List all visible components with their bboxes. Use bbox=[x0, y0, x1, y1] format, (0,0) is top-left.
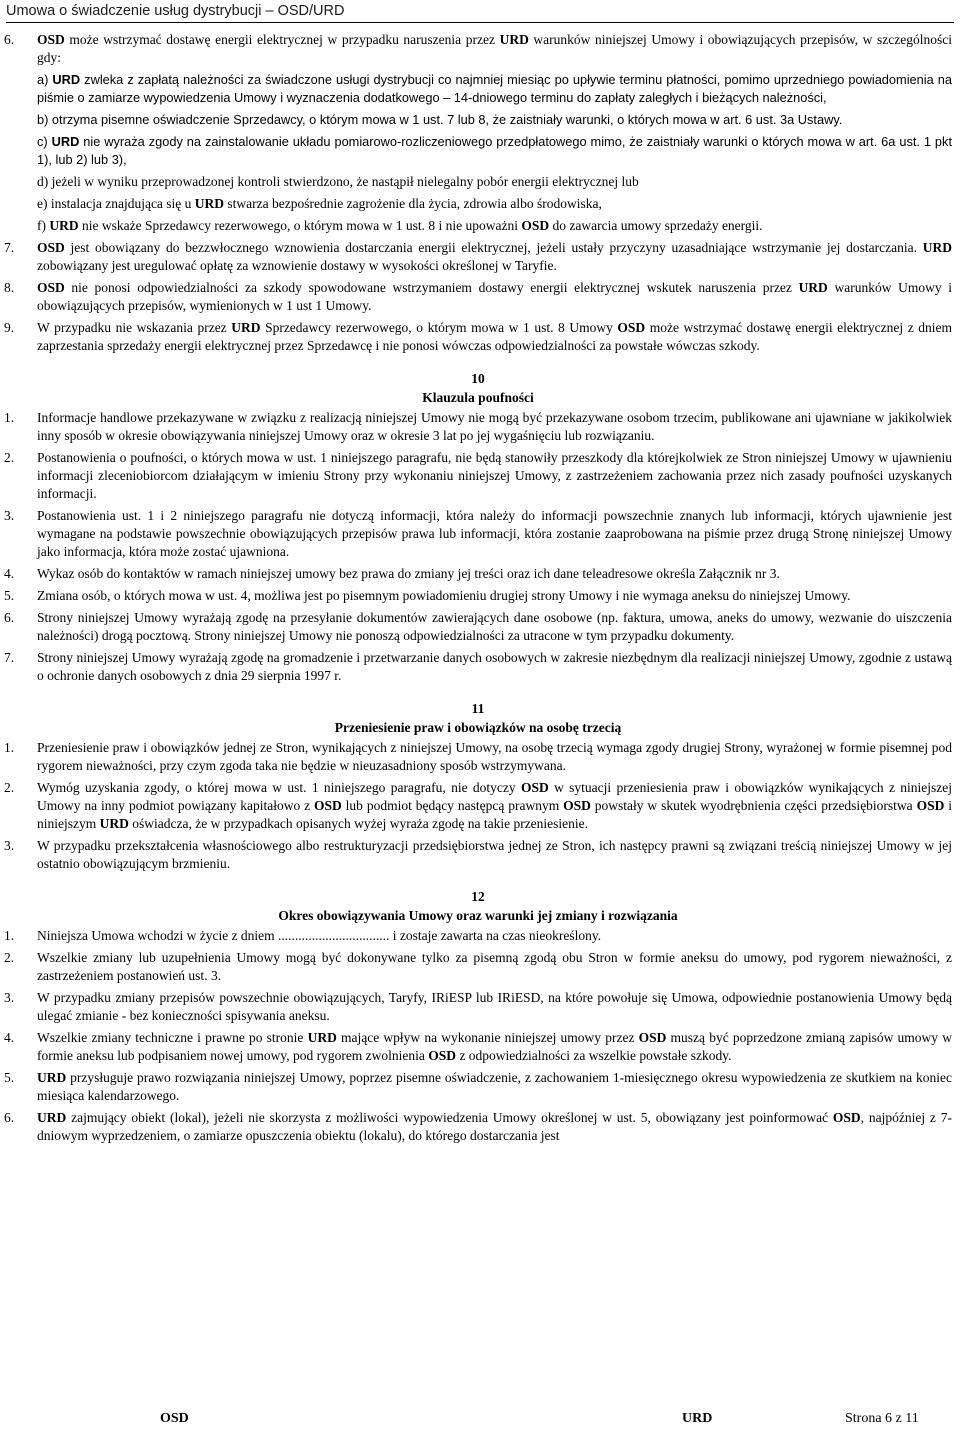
subitem-e: e) instalacja znajdująca się u URD stwarza bezpośrednie zagrożenie dla życia, zdrowia albo środowiska, bbox=[37, 196, 602, 211]
item-number: 8. bbox=[4, 280, 15, 295]
page-content bbox=[4, 31, 952, 1149]
item-number: 7. bbox=[4, 240, 15, 255]
subitem-b: b) otrzyma pisemne oświadczenie Sprzedawcy, o którym mowa w 1 ust. 7 lub 8, że zaistniały warunki, o których mowa w art. 6 ust. 3a Ustawy. bbox=[37, 112, 843, 127]
list-item: 1. Przeniesienie praw i obowiązków jednej ze Stron, wynikających z niniejszej Umowy, na osobę trzecią wymaga zgody drugiej Strony, wyrażonej w formie pisemnej pod rygorem nieważności, przy czym zgoda taka nie będzie w nieuzasadniony sposób wstrzymywana. bbox=[4, 740, 952, 773]
subitem-c: c) URD nie wyraża zgody na zainstalowanie układu pomiarowo-rozliczeniowego przedpłatowego mimo, że zaistniały warunki o których mowa w art. 6a ust. 1 pkt 1), lub 2) lub 3), bbox=[37, 134, 952, 167]
list-item: 5. URD przysługuje prawo rozwiązania niniejszej Umowy, poprzez pisemne oświadczenie, z zachowaniem 1-miesięcznego okresu wypowiedzenia ze skutkiem na koniec miesiąca kalendarzowego. bbox=[4, 1070, 952, 1103]
list-item: 1. Informacje handlowe przekazywane w związku z realizacją niniejszej Umowy nie mogą być przekazywane osobom trzecim, publikowane ani ujawniane w jakikolwiek inny sposób w okresie obowiązywania niniejszej Umowy oraz w okresie 3 lat po jej wygaśnięciu lub rozwiązaniu. bbox=[4, 410, 952, 443]
list-item: 1. Niniejsza Umowa wchodzi w życie z dniem ................................. i zostaje zawarta na czas nieokreślony. bbox=[4, 928, 602, 943]
page-number: Strona 6 z 11 bbox=[845, 1411, 919, 1426]
subitem-f: f) URD nie wskaże Sprzedawcy rezerwowego, o którym mowa w 1 ust. 8 i nie upoważni OSD do zawarcia umowy sprzedaży energii. bbox=[37, 218, 763, 233]
item-number: 9. bbox=[4, 320, 15, 335]
section-10-number: 10 bbox=[471, 371, 485, 386]
list-item: 2. Wszelkie zmiany lub uzupełnienia Umowy mogą być dokonywane tylko za pisemną zgodą obu Stron w formie aneksu do umowy, pod rygorem nieważności, z zastrzeżeniem postanowień ust. 3. bbox=[4, 950, 952, 983]
page-header bbox=[6, 0, 954, 23]
section-10-title: Klauzula poufności bbox=[422, 390, 534, 405]
document-title: Umowa o świadczenie usług dystrybucji – OSD/URD bbox=[6, 3, 345, 19]
section-12-title: Okres obowiązywania Umowy oraz warunki jej zmiany i rozwiązania bbox=[278, 908, 678, 923]
list-item: 2. Postanowienia o poufności, o których mowa w ust. 1 niniejszego paragrafu, nie będą stanowiły przeszkody dla którejkolwiek ze Stron niniejszej Umowy w ujawnieniu informacji zleceniobiorcom działającym w imieniu Strony przy wykonaniu niniejszej Umowy, z zastrzeżeniem zachowania przez nich zasady poufności uzyskanych informacji. bbox=[4, 450, 952, 501]
section-12-number: 12 bbox=[471, 889, 485, 904]
list-item: 5. Zmiana osób, o których mowa w ust. 4, możliwa jest po pisemnym powiadomieniu drugiej strony Umowy i nie wymaga aneksu do niniejszej Umowy. bbox=[4, 588, 851, 603]
list-item: 6. Strony niniejszej Umowy wyrażają zgodę na przesyłanie dokumentów zawierających dane osobowe (np. faktura, umowa, aneks do umowy, wezwanie do uiszczenia należności) drogą pocztową. Strony niniejszej Umowy nie ponoszą odpowiedzialności za utracone w tym przypadku dokumenty. bbox=[4, 610, 952, 643]
list-item: 4. Wykaz osób do kontaktów w ramach niniejszej umowy bez prawa do zmiany jej treści oraz ich dane teleadresowe określa Załącznik nr 3. bbox=[4, 566, 780, 581]
item-number: 6. bbox=[4, 32, 15, 47]
section-11-number: 11 bbox=[471, 701, 485, 716]
paragraph-7: 7. OSD jest obowiązany do bezzwłocznego wznowienia dostarczania energii elektrycznej, jeżeli ustały przyczyny uzasadniające wstrzymanie jej dostarczania. URD zobowiązany jest uregulować opłatę za wznowienie dostawy w wysokości określonej w Taryfie. bbox=[4, 240, 952, 273]
page-footer bbox=[0, 1410, 960, 1430]
paragraph-8: 8. OSD nie ponosi odpowiedzialności za szkody spowodowane wstrzymaniem dostawy energii elektrycznej wskutek naruszenia przez URD warunków Umowy i obowiązujących przepisów, wymienionych w 1 ust 1 Umowy. bbox=[4, 280, 952, 313]
paragraph-9: 9. W przypadku nie wskazania przez URD Sprzedawcy rezerwowego, o którym mowa w 1 ust. 8 Umowy OSD może wstrzymać dostawę energii elektrycznej z dniem zaprzestania sprzedaży energii elektrycznej przez Sprzedawcę i nie ponosi wówczas odpowiedzialności za powstałe wówczas szkody. bbox=[4, 320, 952, 353]
list-item: 3. W przypadku zmiany przepisów powszechnie obowiązujących, Taryfy, IRiESP lub IRiESD, na które powołuje się Umowa, odpowiednie postanowienia Umowy będą ulegać zmianie - bez konieczności spisywania aneksu. bbox=[4, 990, 952, 1023]
section-11-title: Przeniesienie praw i obowiązków na osobę trzecią bbox=[334, 720, 622, 735]
footer-osd: OSD bbox=[160, 1411, 189, 1426]
section-10-list bbox=[4, 409, 952, 685]
list-item: 7. Strony niniejszej Umowy wyrażają zgodę na gromadzenie i przetwarzanie danych osobowych w zakresie niezbędnym dla realizacji niniejszej Umowy, zgodnie z ustawą o ochronie danych osobowych z dnia 29 sierpnia 1997 r. bbox=[4, 650, 952, 683]
subitem-d: d) jeżeli w wyniku przeprowadzonej kontroli stwierdzono, że nastąpił nielegalny pobór energii elektrycznej lub bbox=[37, 174, 639, 189]
list-item: 3. Postanowienia ust. 1 i 2 niniejszego paragrafu nie dotyczą informacji, która należy do informacji powszechnie znanych lub informacji, których ujawnienie jest wymagane na podstawie powszechnie obowiązujących przepisów prawa lub informacji, która zostanie zaaprobowana na piśmie przez drugą Stronę niniejszej Umowy jako informacja, która może zostać ujawniona. bbox=[4, 508, 952, 559]
list-item: 2. Wymóg uzyskania zgody, o której mowa w ust. 1 niniejszego paragrafu, nie dotyczy OSD w sytuacji przeniesienia praw i obowiązków wynikających z niniejszej Umowy na inny podmiot powiązany kapitałowo z OSD lub podmiot będący następcą prawnym OSD powstały w skutek wyodrębnienia części przedsiębiorstwa OSD i niniejszym URD oświadcza, że w przypadkach opisanych wyżej wyraża zgodę na takie przeniesienie. bbox=[4, 780, 952, 831]
list-item: 6. URD zajmujący obiekt (lokal), jeżeli nie skorzysta z możliwości wypowiedzenia Umowy określonej w ust. 5, obowiązany jest poinformować OSD, najpóźniej z 7-dniowym wyprzedzeniem, o zamiarze opuszczenia obiektu (lokalu), do którego dostarczania jest bbox=[4, 1110, 952, 1143]
subitem-a: a) URD zwleka z zapłatą należności za świadczone usługi dystrybucji co najmniej miesiąc po upływie terminu płatności, pomimo uprzedniego powiadomienia na piśmie o zamiarze wypowiedzenia Umowy i wyznaczenia dodatkowego – 14-dniowego terminu do zapłaty zaległych i bieżących należności, bbox=[37, 72, 953, 105]
paragraph-6: 6. OSD może wstrzymać dostawę energii elektrycznej w przypadku naruszenia przez URD warunków niniejszej Umowy i obowiązujących przepisów, w szczególności gdy: bbox=[4, 32, 952, 65]
list-item: 3. W przypadku przekształcenia własnościowego albo restrukturyzacji przedsiębiorstwa jednej ze Stron, ich następcy prawni są związani treścią niniejszej Umowy w jej ostatnio obowiązującym brzmieniu. bbox=[4, 838, 952, 871]
list-item: 4. Wszelkie zmiany techniczne i prawne po stronie URD mające wpływ na wykonanie niniejszej umowy przez OSD muszą być poprzedzone zmianą zapisów umowy w formie aneksu lub podpisaniem nowej umowy, pod rygorem zwolnienia OSD z odpowiedzialności za wszelkie powstałe szkody. bbox=[4, 1030, 952, 1063]
footer-urd: URD bbox=[682, 1411, 713, 1426]
